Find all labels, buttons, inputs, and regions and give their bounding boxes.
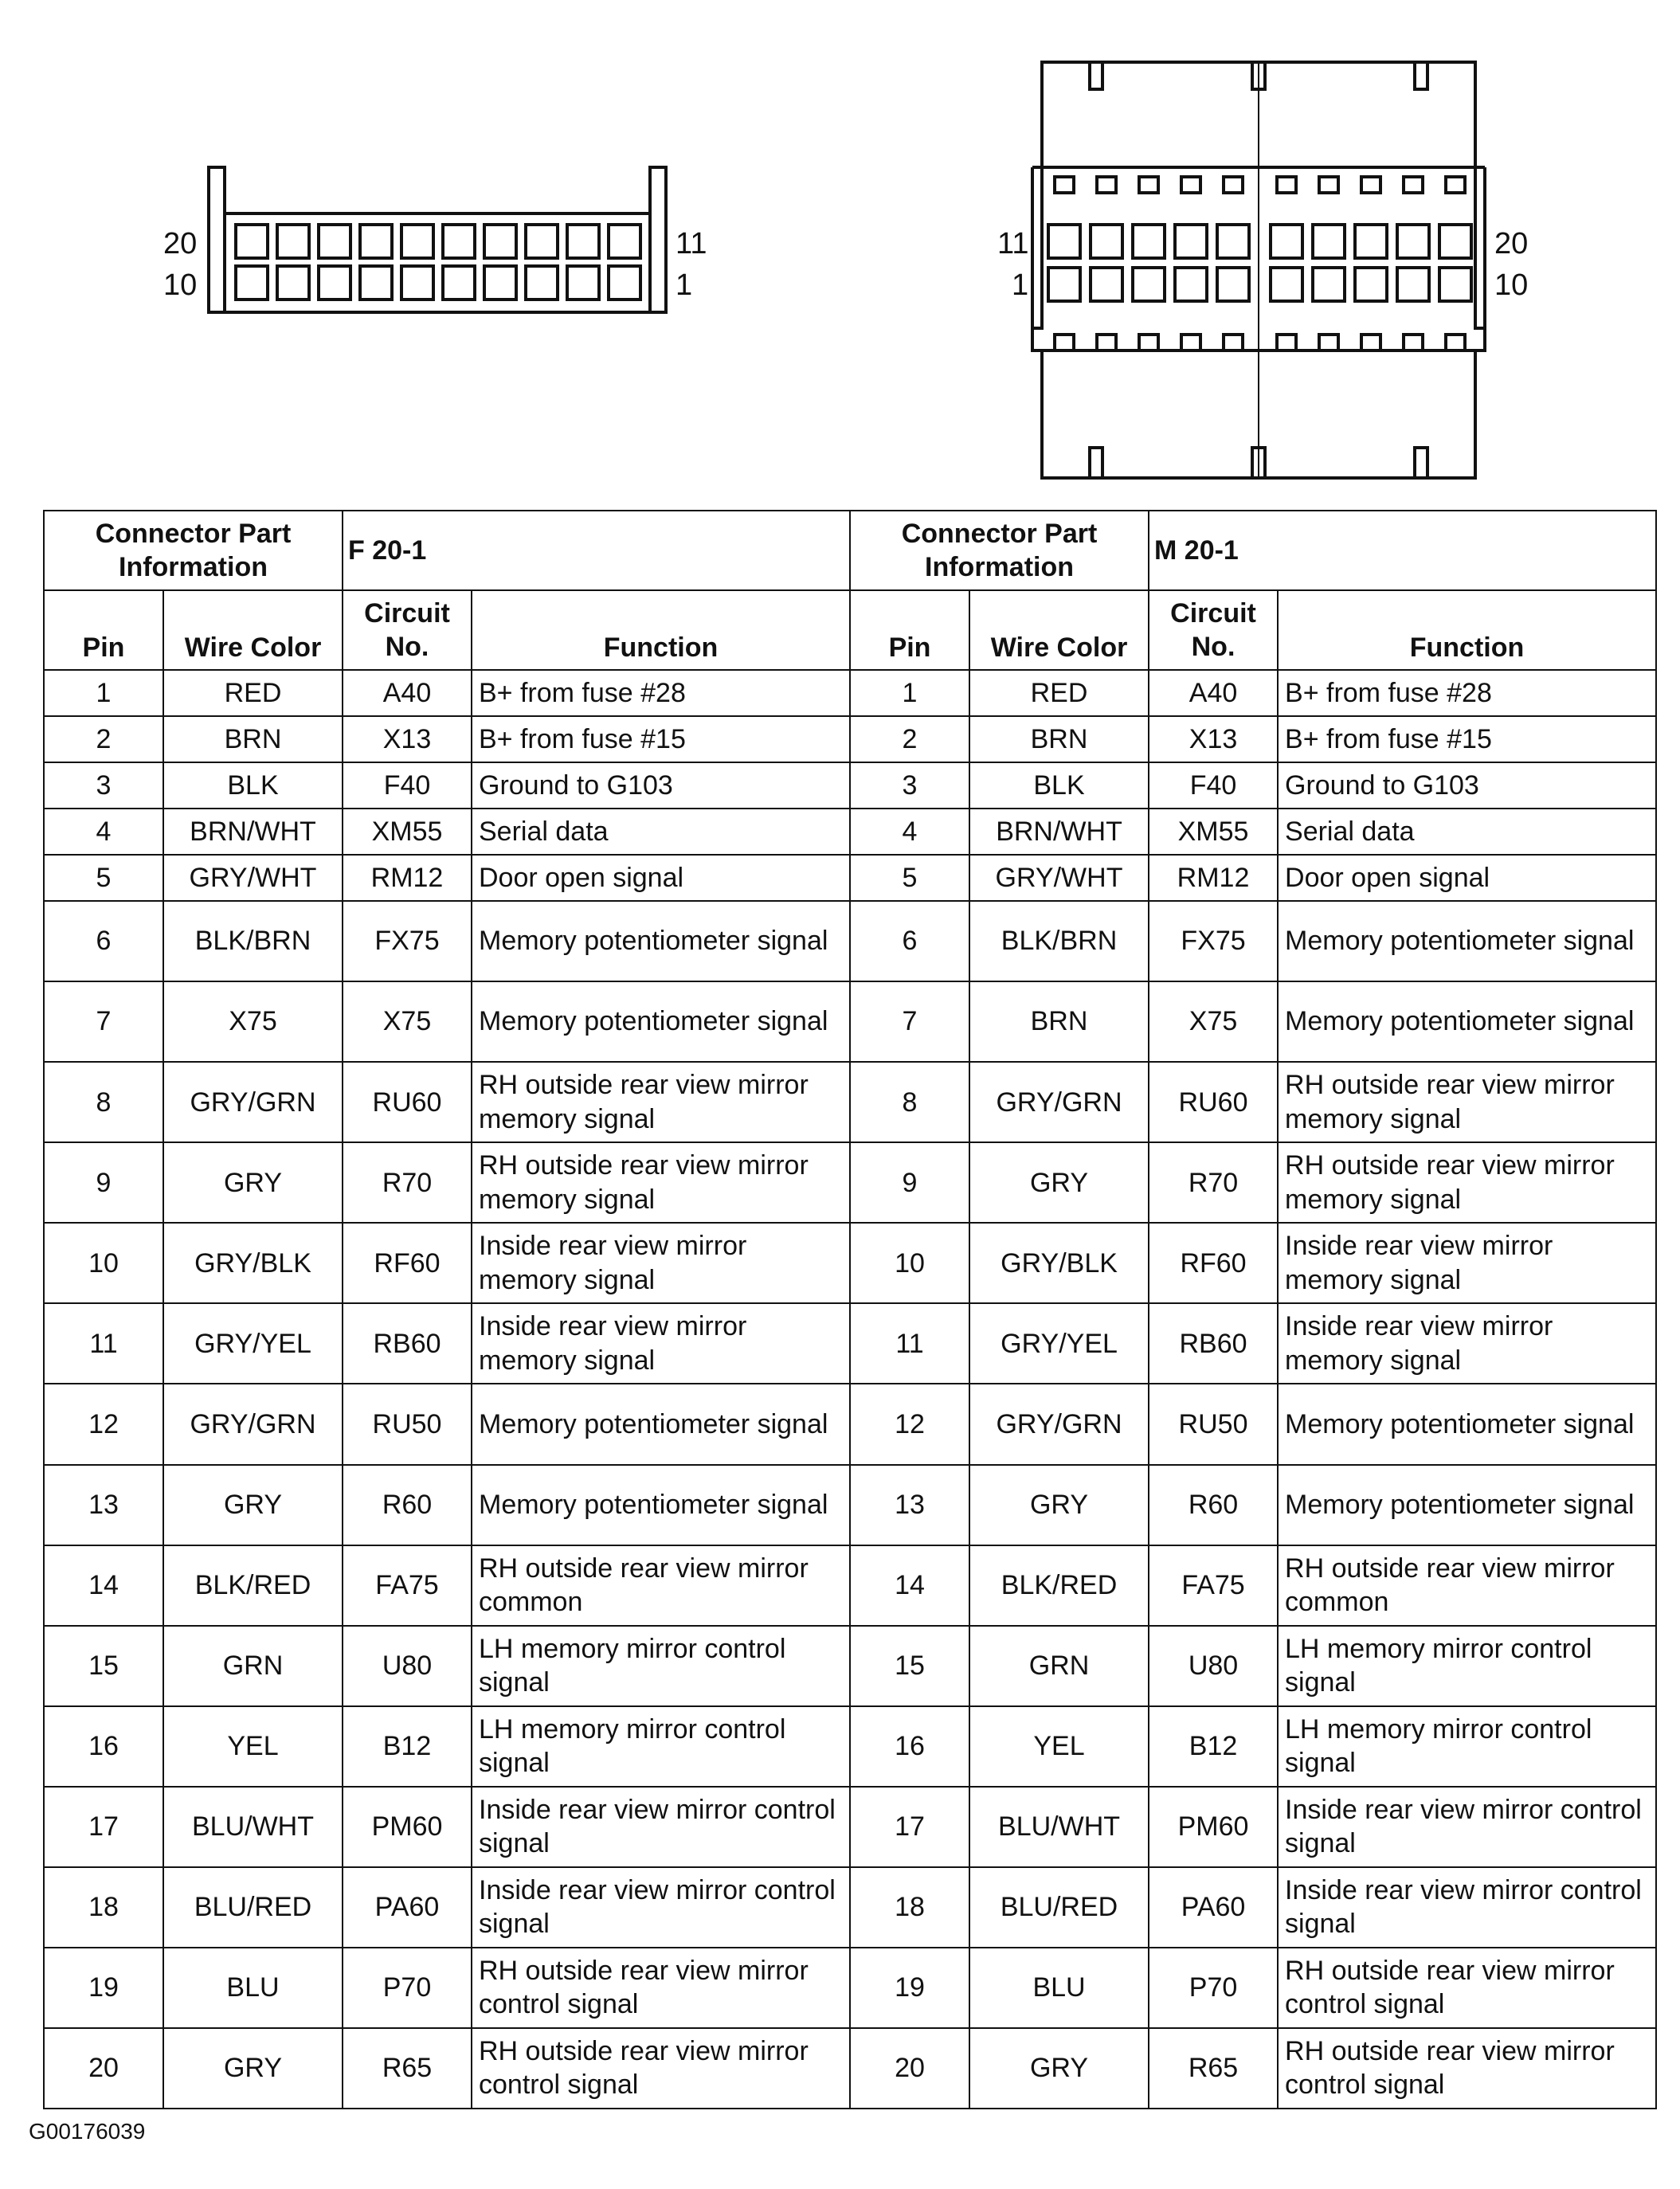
function-text: Memory potentiometer signal	[1278, 901, 1656, 981]
connector-cavity	[236, 266, 268, 300]
wire-color: GRY	[969, 2028, 1149, 2109]
wire-color: BLK	[163, 762, 343, 809]
male-label-bottom-right: 10	[1494, 268, 1529, 302]
connector-cavity	[1133, 268, 1165, 301]
function-text: Inside rear view mirror control signal	[472, 1787, 850, 1867]
function-text: Ground to G103	[1278, 762, 1656, 809]
circuit-no: R60	[343, 1465, 472, 1545]
header-circuit-no: Circuit No.	[343, 590, 472, 670]
pin-row	[44, 1142, 1656, 1223]
function-text: RH outside rear view mirror memory signal	[1278, 1062, 1656, 1142]
male-label-top-left: 11	[997, 227, 1029, 260]
pin-number: 1	[850, 670, 969, 716]
function-text: Memory potentiometer signal	[472, 981, 850, 1062]
pin-number: 7	[850, 981, 969, 1062]
pin-row	[44, 1384, 1656, 1464]
pin-number: 14	[850, 1545, 969, 1626]
function-text: Inside rear view mirror memory signal	[472, 1303, 850, 1384]
connector-cavity	[1319, 177, 1338, 193]
circuit-no: RM12	[1149, 855, 1278, 901]
circuit-no: F40	[1149, 762, 1278, 809]
wire-color: GRY/BLK	[163, 1223, 343, 1303]
function-text: Memory potentiometer signal	[472, 901, 850, 981]
left-part-number: F 20-1	[343, 511, 850, 590]
circuit-no: R65	[1149, 2028, 1278, 2109]
connector-cavity	[1175, 268, 1207, 301]
pin-row	[44, 1545, 1656, 1626]
pin-number: 13	[850, 1465, 969, 1545]
pin-number: 4	[44, 809, 163, 855]
connector-cavity	[526, 225, 558, 258]
pin-row	[44, 1223, 1656, 1303]
function-text: Inside rear view mirror control signal	[472, 1867, 850, 1948]
pin-number: 11	[44, 1303, 163, 1384]
circuit-no: RF60	[343, 1223, 472, 1303]
pin-number: 6	[850, 901, 969, 981]
wire-color: GRY/YEL	[163, 1303, 343, 1384]
function-text: LH memory mirror control signal	[1278, 1706, 1656, 1787]
pin-number: 6	[44, 901, 163, 981]
connector-cavity	[277, 266, 309, 300]
wire-color: BLK/BRN	[163, 901, 343, 981]
connector-cavity	[1277, 335, 1296, 350]
function-text: Inside rear view mirror memory signal	[1278, 1223, 1656, 1303]
circuit-no: FA75	[1149, 1545, 1278, 1626]
pin-row	[44, 716, 1656, 762]
connector-cavity	[1404, 177, 1423, 193]
pin-number: 20	[44, 2028, 163, 2109]
pin-number: 2	[850, 716, 969, 762]
connector-cavity	[236, 225, 268, 258]
function-text: Inside rear view mirror control signal	[1278, 1867, 1656, 1948]
wire-color: BLK/RED	[163, 1545, 343, 1626]
connector-cavity	[1048, 268, 1080, 301]
function-text: B+ from fuse #15	[472, 716, 850, 762]
circuit-no: R60	[1149, 1465, 1278, 1545]
female-label-bottom-right: 1	[676, 268, 693, 302]
wire-color: GRY/WHT	[969, 855, 1149, 901]
connector-cavity	[1055, 177, 1074, 193]
pin-number: 10	[850, 1223, 969, 1303]
connector-cavity	[443, 225, 475, 258]
pin-row	[44, 981, 1656, 1062]
connector-cavity	[1404, 335, 1423, 350]
pin-number: 5	[44, 855, 163, 901]
wire-color: BLU/RED	[969, 1867, 1149, 1948]
circuit-no: RU60	[343, 1062, 472, 1142]
circuit-no: R70	[343, 1142, 472, 1223]
pin-number: 18	[850, 1867, 969, 1948]
connector-cavity	[1361, 335, 1380, 350]
connector-cavity	[1055, 335, 1074, 350]
function-text: Door open signal	[472, 855, 850, 901]
pin-row	[44, 855, 1656, 901]
connector-cavity	[1224, 177, 1243, 193]
connector-cavity	[1277, 177, 1296, 193]
wire-color: BLK/BRN	[969, 901, 1149, 981]
connector-cavity	[1133, 225, 1165, 258]
function-text: RH outside rear view mirror memory signal	[472, 1142, 850, 1223]
circuit-no: FA75	[343, 1545, 472, 1626]
connector-cavity	[319, 266, 350, 300]
circuit-no: RU50	[1149, 1384, 1278, 1464]
pin-number: 11	[850, 1303, 969, 1384]
connector-cavity	[609, 266, 640, 300]
pin-row	[44, 1062, 1656, 1142]
connector-cavity	[1217, 268, 1249, 301]
wire-color: BRN/WHT	[163, 809, 343, 855]
connector-cavity	[1097, 335, 1116, 350]
connector-cavity	[484, 225, 516, 258]
wire-color: GRY	[969, 1142, 1149, 1223]
function-text: Inside rear view mirror memory signal	[1278, 1303, 1656, 1384]
connector-cavity	[1361, 177, 1380, 193]
wire-color: BLU/RED	[163, 1867, 343, 1948]
pin-number: 5	[850, 855, 969, 901]
wire-color: BLU	[969, 1948, 1149, 2028]
function-text: Memory potentiometer signal	[472, 1465, 850, 1545]
header-function: Function	[1278, 590, 1656, 670]
header-pin: Pin	[850, 590, 969, 670]
pin-row	[44, 1706, 1656, 1787]
function-text: Serial data	[1278, 809, 1656, 855]
pin-number: 12	[44, 1384, 163, 1464]
circuit-no: P70	[1149, 1948, 1278, 2028]
circuit-no: RB60	[343, 1303, 472, 1384]
function-text: RH outside rear view mirror memory signal	[472, 1062, 850, 1142]
connector-cavity	[567, 266, 599, 300]
pin-row	[44, 1867, 1656, 1948]
connector-cavity	[360, 266, 392, 300]
pin-row	[44, 1465, 1656, 1545]
female-label-top-right: 11	[676, 227, 707, 260]
circuit-no: FX75	[343, 901, 472, 981]
pin-row	[44, 1303, 1656, 1384]
pin-table	[43, 510, 1657, 2109]
circuit-no: U80	[343, 1626, 472, 1706]
pin-row	[44, 901, 1656, 981]
wire-color: BLK	[969, 762, 1149, 809]
connector-cavity	[1139, 335, 1158, 350]
function-text: B+ from fuse #15	[1278, 716, 1656, 762]
circuit-no: FX75	[1149, 901, 1278, 981]
circuit-no: XM55	[343, 809, 472, 855]
right-part-number: M 20-1	[1149, 511, 1656, 590]
pin-number: 8	[44, 1062, 163, 1142]
circuit-no: PA60	[343, 1867, 472, 1948]
circuit-no: U80	[1149, 1626, 1278, 1706]
circuit-no: RF60	[1149, 1223, 1278, 1303]
header-function: Function	[472, 590, 850, 670]
connector-cavity	[360, 225, 392, 258]
function-text: RH outside rear view mirror control signal	[1278, 1948, 1656, 2028]
male-label-top-right: 20	[1494, 227, 1529, 260]
wire-color: BLU/WHT	[163, 1787, 343, 1867]
wire-color: GRN	[969, 1626, 1149, 1706]
female-label-bottom-left: 10	[163, 268, 198, 302]
wire-color: GRY/WHT	[163, 855, 343, 901]
pin-number: 16	[44, 1706, 163, 1787]
function-text: LH memory mirror control signal	[472, 1706, 850, 1787]
connector-cavity	[1397, 225, 1429, 258]
connector-cavity	[1355, 268, 1387, 301]
pin-row	[44, 2028, 1656, 2109]
function-text: B+ from fuse #28	[472, 670, 850, 716]
connector-diagrams	[0, 0, 1680, 510]
function-text: RH outside rear view mirror common	[472, 1545, 850, 1626]
circuit-no: RU60	[1149, 1062, 1278, 1142]
function-text: Memory potentiometer signal	[1278, 981, 1656, 1062]
function-text: LH memory mirror control signal	[472, 1626, 850, 1706]
header-circuit-no: Circuit No.	[1149, 590, 1278, 670]
connector-cavity	[401, 225, 433, 258]
pin-number: 15	[850, 1626, 969, 1706]
function-text: Inside rear view mirror memory signal	[472, 1223, 850, 1303]
wire-color: YEL	[163, 1706, 343, 1787]
function-text: RH outside rear view mirror control signal	[1278, 2028, 1656, 2109]
function-text: Memory potentiometer signal	[1278, 1465, 1656, 1545]
part-info-row	[44, 511, 1656, 590]
pin-number: 13	[44, 1465, 163, 1545]
wire-color: GRY/GRN	[969, 1384, 1149, 1464]
function-text: RH outside rear view mirror memory signal	[1278, 1142, 1656, 1223]
left-part-info-label: Connector Part Information	[44, 511, 343, 590]
header-row	[44, 590, 1656, 670]
connector-cavity	[1097, 177, 1116, 193]
circuit-no: PA60	[1149, 1867, 1278, 1948]
connector-cavity	[484, 266, 516, 300]
wire-color: GRN	[163, 1626, 343, 1706]
circuit-no: XM55	[1149, 809, 1278, 855]
pin-number: 7	[44, 981, 163, 1062]
wire-color: GRY	[969, 1465, 1149, 1545]
circuit-no: B12	[1149, 1706, 1278, 1787]
pin-row	[44, 809, 1656, 855]
pin-number: 18	[44, 1867, 163, 1948]
connector-cavity	[1175, 225, 1207, 258]
wire-color: BRN/WHT	[969, 809, 1149, 855]
connector-cavity	[319, 225, 350, 258]
connector-cavity	[1091, 268, 1122, 301]
circuit-no: RB60	[1149, 1303, 1278, 1384]
connector-cavity	[1397, 268, 1429, 301]
connector-cavity	[401, 266, 433, 300]
circuit-no: X75	[343, 981, 472, 1062]
connector-cavity	[1224, 335, 1243, 350]
function-text: Memory potentiometer signal	[472, 1384, 850, 1464]
pin-number: 12	[850, 1384, 969, 1464]
circuit-no: X13	[343, 716, 472, 762]
connector-cavity	[1217, 225, 1249, 258]
header-wire-color: Wire Color	[163, 590, 343, 670]
pin-row	[44, 1948, 1656, 2028]
circuit-no: A40	[1149, 670, 1278, 716]
connector-cavity	[1271, 225, 1302, 258]
connector-cavity	[1355, 225, 1387, 258]
header-pin: Pin	[44, 590, 163, 670]
connector-cavity	[567, 225, 599, 258]
function-text: RH outside rear view mirror control signal	[472, 2028, 850, 2109]
pin-number: 10	[44, 1223, 163, 1303]
wire-color: GRY/BLK	[969, 1223, 1149, 1303]
wire-color: GRY/YEL	[969, 1303, 1149, 1384]
circuit-no: X75	[1149, 981, 1278, 1062]
circuit-no: RM12	[343, 855, 472, 901]
wire-color: GRY	[163, 1465, 343, 1545]
function-text: Ground to G103	[472, 762, 850, 809]
function-text: Memory potentiometer signal	[1278, 1384, 1656, 1464]
wire-color: GRY/GRN	[163, 1384, 343, 1464]
connector-cavity	[526, 266, 558, 300]
connector-cavity	[609, 225, 640, 258]
wire-color: BLK/RED	[969, 1545, 1149, 1626]
connector-cavity	[1439, 268, 1471, 301]
function-text: B+ from fuse #28	[1278, 670, 1656, 716]
connector-cavity	[1139, 177, 1158, 193]
connector-cavity	[1439, 225, 1471, 258]
connector-cavity	[277, 225, 309, 258]
pin-number: 20	[850, 2028, 969, 2109]
right-part-info-label: Connector Part Information	[850, 511, 1149, 590]
circuit-no: PM60	[1149, 1787, 1278, 1867]
pin-number: 16	[850, 1706, 969, 1787]
pin-number: 9	[850, 1142, 969, 1223]
pin-number: 14	[44, 1545, 163, 1626]
connector-cavity	[1181, 177, 1200, 193]
female-label-top-left: 20	[163, 227, 198, 260]
pin-number: 19	[850, 1948, 969, 2028]
wire-color: GRY/GRN	[969, 1062, 1149, 1142]
wire-color: RED	[969, 670, 1149, 716]
circuit-no: R70	[1149, 1142, 1278, 1223]
pin-number: 17	[44, 1787, 163, 1867]
wire-color: GRY	[163, 2028, 343, 2109]
function-text: Serial data	[472, 809, 850, 855]
function-text: RH outside rear view mirror control signal	[472, 1948, 850, 2028]
function-text: LH memory mirror control signal	[1278, 1626, 1656, 1706]
pin-number: 3	[850, 762, 969, 809]
wire-color: GRY/GRN	[163, 1062, 343, 1142]
pin-number: 3	[44, 762, 163, 809]
function-text: RH outside rear view mirror common	[1278, 1545, 1656, 1626]
connector-cavity	[1313, 268, 1345, 301]
circuit-no: P70	[343, 1948, 472, 2028]
connector-cavity	[443, 266, 475, 300]
circuit-no: B12	[343, 1706, 472, 1787]
pin-number: 19	[44, 1948, 163, 2028]
figure-id: G00176039	[29, 2119, 146, 2144]
function-text: Door open signal	[1278, 855, 1656, 901]
pin-number: 2	[44, 716, 163, 762]
female-connector-diagram	[209, 167, 666, 312]
circuit-no: RU50	[343, 1384, 472, 1464]
circuit-no: R65	[343, 2028, 472, 2109]
wire-color: BRN	[969, 716, 1149, 762]
wire-color: YEL	[969, 1706, 1149, 1787]
connector-cavity	[1181, 335, 1200, 350]
pin-row	[44, 762, 1656, 809]
connector-cavity	[1271, 268, 1302, 301]
pin-number: 1	[44, 670, 163, 716]
male-label-bottom-left: 1	[1012, 268, 1029, 302]
pin-row	[44, 1626, 1656, 1706]
pin-number: 4	[850, 809, 969, 855]
connector-cavity	[1446, 335, 1465, 350]
connector-cavity	[1048, 225, 1080, 258]
wire-color: BLU	[163, 1948, 343, 2028]
header-wire-color: Wire Color	[969, 590, 1149, 670]
circuit-no: X13	[1149, 716, 1278, 762]
connector-cavity	[1313, 225, 1345, 258]
wire-color: BRN	[969, 981, 1149, 1062]
pin-number: 9	[44, 1142, 163, 1223]
connector-cavity	[1091, 225, 1122, 258]
male-connector-diagram	[1032, 62, 1485, 478]
circuit-no: A40	[343, 670, 472, 716]
wire-color: BRN	[163, 716, 343, 762]
connector-cavity	[1319, 335, 1338, 350]
circuit-no: PM60	[343, 1787, 472, 1867]
wire-color: RED	[163, 670, 343, 716]
function-text: Inside rear view mirror control signal	[1278, 1787, 1656, 1867]
pin-row	[44, 1787, 1656, 1867]
pin-number: 15	[44, 1626, 163, 1706]
pin-number: 17	[850, 1787, 969, 1867]
pin-row	[44, 670, 1656, 716]
circuit-no: F40	[343, 762, 472, 809]
pin-number: 8	[850, 1062, 969, 1142]
wire-color: X75	[163, 981, 343, 1062]
connector-cavity	[1446, 177, 1465, 193]
wire-color: BLU/WHT	[969, 1787, 1149, 1867]
wire-color: GRY	[163, 1142, 343, 1223]
